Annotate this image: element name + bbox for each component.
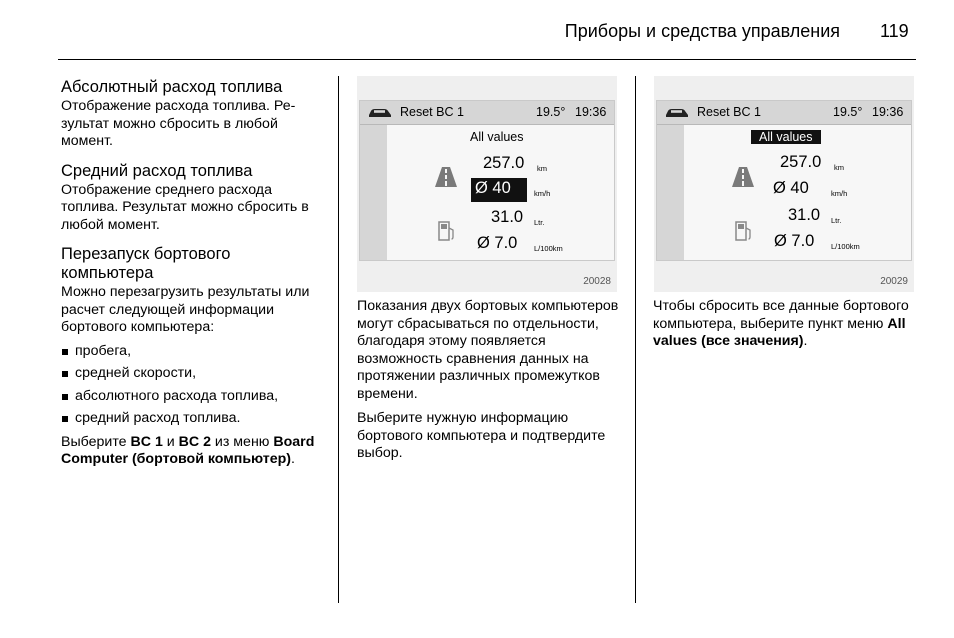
list-item: пробега, <box>61 343 323 361</box>
average-speed-value-selected: Ø 40 <box>471 178 527 202</box>
section-heading: Абсолютный расход топлива <box>61 78 283 96</box>
section-heading: Средний расход топлива <box>61 161 253 180</box>
clock-readout: 19:36 <box>575 105 607 119</box>
fuel-unit: Ltr. <box>534 218 545 227</box>
figure-number: 20028 <box>583 276 611 287</box>
distance-unit: km <box>537 164 547 173</box>
distance-value: 257.0 <box>780 153 822 171</box>
menu-reference: All values (все значения) <box>653 315 906 349</box>
temperature-readout: 19.5° <box>833 105 863 119</box>
section-reset-bc <box>61 245 323 337</box>
all-values-menu-item: All values <box>470 130 524 144</box>
page-header-title: Приборы и средства управления <box>564 21 840 41</box>
display-figure-2 <box>654 76 914 292</box>
closing-paragraph: Выберите BC 1 и BC 2 из меню Board Computer (бортовой компьютер). <box>61 433 315 467</box>
display-figure-1 <box>357 76 617 292</box>
info-display-screen <box>656 100 912 261</box>
section-body: Отображение расхода топлива. Результат можно сбросить в любой момент. <box>61 98 296 149</box>
paragraph: Показания двух бортовых компьютеров могут сбрасываться по отдельности, благодаря этому появляется возможность сравнения данных на протяжении различных промежутков времени. <box>357 298 619 402</box>
temperature-readout: 19.5° <box>536 105 566 119</box>
bullet-square-icon <box>62 349 68 355</box>
display-sidebar <box>360 125 387 260</box>
list-item: средний расход топлива. <box>61 410 323 428</box>
display-title: Reset BC 1 <box>400 105 464 119</box>
fuel-pump-icon <box>735 220 753 242</box>
section-body: Можно перезагрузить результаты или расчет следующей информации бортового компьютера: <box>61 284 310 335</box>
menu-reference: Board Computer (бортовой компьютер) <box>61 433 315 467</box>
page-number: 119 <box>880 21 909 41</box>
road-icon <box>435 167 457 187</box>
paragraph: Чтобы сбросить все данные бортового компьютера, выберите пункт меню All values (все значения). <box>653 298 909 349</box>
car-icon <box>368 107 392 119</box>
fuel-pump-icon <box>438 220 456 242</box>
paragraph: Выберите нужную информацию бортового компьютера и подтвердите выбор. <box>357 410 606 461</box>
speed-unit: km/h <box>831 189 848 198</box>
distance-unit: km <box>834 163 844 172</box>
average-speed-value: Ø 40 <box>773 179 809 197</box>
list-item: средней скорости, <box>61 365 323 383</box>
distance-value: 257.0 <box>483 154 525 172</box>
display-sidebar <box>657 125 684 260</box>
section-average-fuel <box>61 162 323 235</box>
header-divider <box>58 59 916 60</box>
info-display-screen <box>359 100 615 261</box>
consumption-value: Ø 7.0 <box>477 234 518 252</box>
column-divider-1 <box>338 76 339 603</box>
speed-unit: km/h <box>534 189 551 198</box>
section-absolute-fuel <box>61 78 323 151</box>
clock-readout: 19:36 <box>872 105 904 119</box>
fuel-value: 31.0 <box>491 208 524 226</box>
consumption-value: Ø 7.0 <box>774 232 815 250</box>
fuel-value: 31.0 <box>788 206 821 224</box>
column-right <box>653 298 915 351</box>
display-title: Reset BC 1 <box>697 105 761 119</box>
section-heading: Перезапуск бортового компьютера <box>61 245 231 282</box>
figure-number: 20029 <box>880 276 908 287</box>
section-body: Отображение среднего расхода топлива. Результат можно сбросить в любой момент. <box>61 181 309 233</box>
all-values-menu-item-selected: All values <box>751 130 821 144</box>
bullet-square-icon <box>62 416 68 422</box>
consumption-unit: L/100km <box>831 242 860 251</box>
road-icon <box>732 167 754 187</box>
list-item: абсолютного расхода топлива, <box>61 388 323 406</box>
fuel-unit: Ltr. <box>831 216 842 225</box>
bullet-square-icon <box>62 394 68 400</box>
consumption-unit: L/100km <box>534 244 563 253</box>
column-left <box>61 78 323 469</box>
column-divider-2 <box>635 76 636 603</box>
car-icon <box>665 107 689 119</box>
column-middle <box>357 298 619 470</box>
bullet-square-icon <box>62 371 68 377</box>
